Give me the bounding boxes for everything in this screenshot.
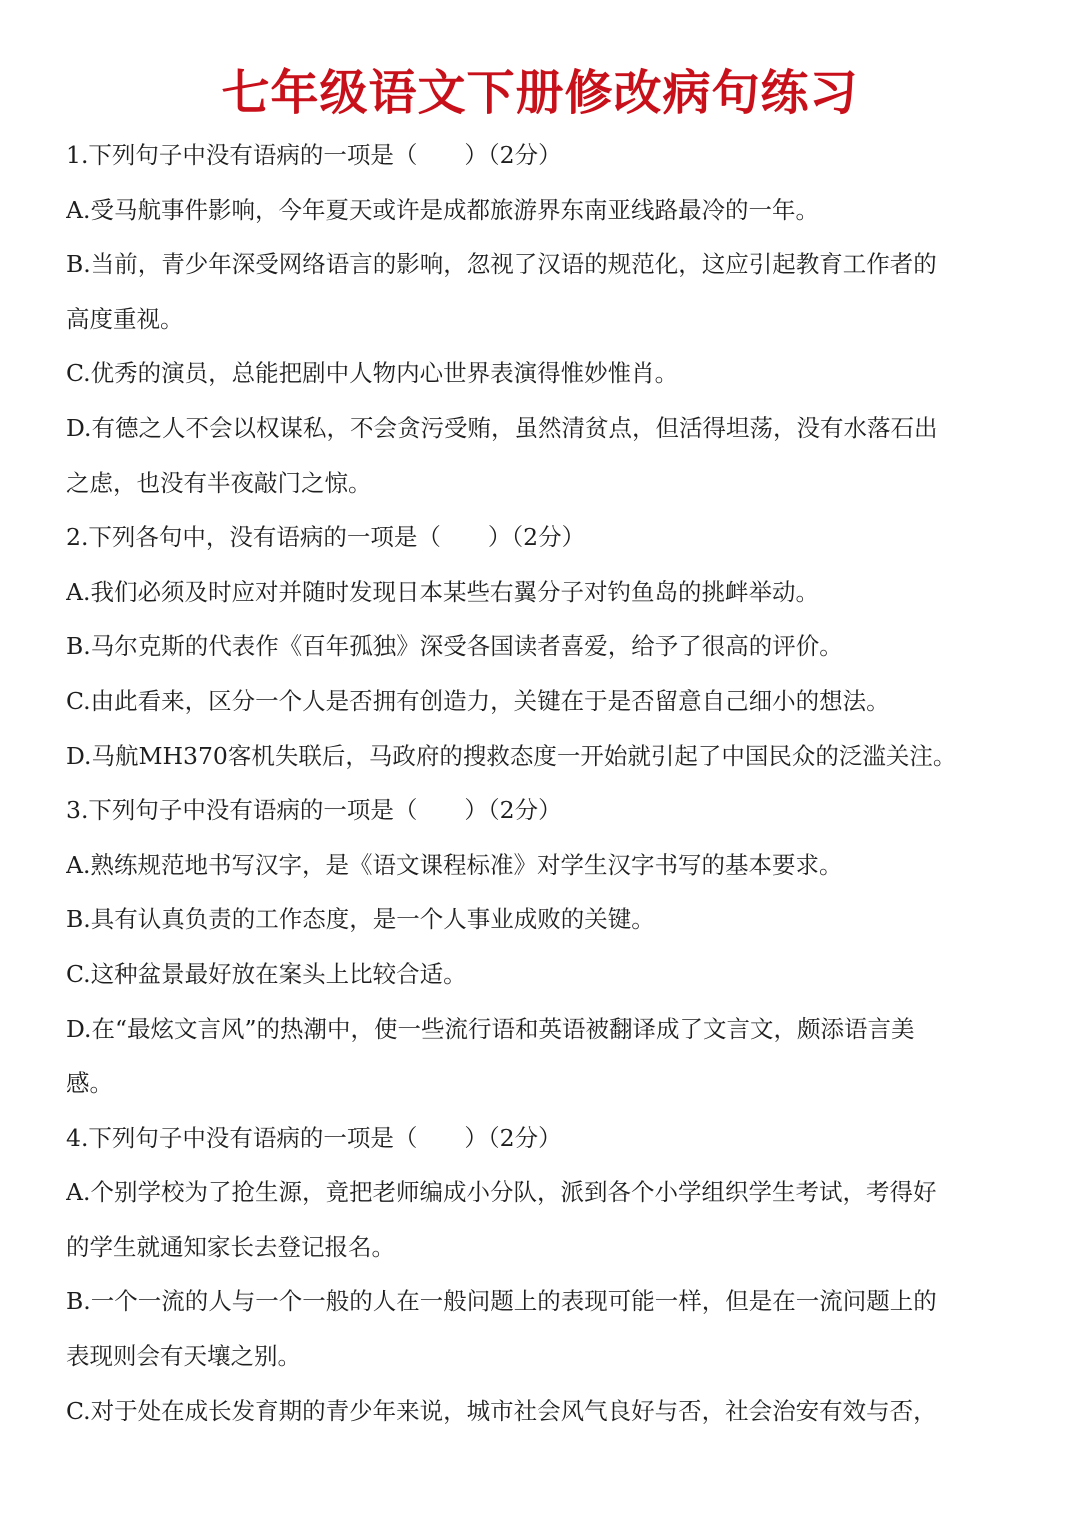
text-line: C.对于处在成长发育期的青少年来说，城市社会风气良好与否，社会治安有效与否， [66,1396,937,1425]
text-line: 高度重视。 [66,304,184,333]
text-line: 表现则会有天壤之别。 [66,1342,301,1371]
text-line: A.熟练规范地书写汉字，是《语文课程标准》对学生汉字书写的基本要求。 [66,850,843,879]
text-line: B.一个一流的人与一个一般的人在一般问题上的表现可能一样，但是在一流问题上的 [66,1287,937,1316]
text-line: 之虑，也没有半夜敲门之惊。 [66,468,372,497]
text-line: 4.下列句子中没有语病的一项是（ ）（2分） [66,1123,562,1152]
text-line: B.马尔克斯的代表作《百年孤独》深受各国读者喜爱，给予了很高的评价。 [66,632,843,661]
text-line: 1.下列句子中没有语病的一项是（ ）（2分） [66,141,562,169]
exercise-text [66,128,1016,1438]
text-line: C.由此看来，区分一个人是否拥有创造力，关键在于是否留意自己细小的想法。 [66,686,890,715]
text-line: 2.下列各句中，没有语病的一项是（ ）（2分） [66,523,586,552]
text-line: B.当前，青少年深受网络语言的影响，忽视了汉语的规范化，这应引起教育工作者的 [66,250,937,279]
text-line: 3.下列句子中没有语病的一项是（ ）（2分） [66,796,562,825]
text-line: D.马航MH370客机失联后，马政府的搜救态度一开始就引起了中国民众的泛滥关注。 [66,741,957,770]
text-line: C.优秀的演员，总能把剧中人物内心世界表演得惟妙惟肖。 [66,359,679,388]
page-title: 七年级语文下册修改病句练习 [221,65,859,121]
text-line: B.具有认真负责的工作态度，是一个人事业成败的关键。 [66,905,655,934]
text-line: A.个别学校为了抢生源，竟把老师编成小分队，派到各个小学组织学生考试，考得好 [66,1178,937,1207]
text-line: D.有德之人不会以权谋私，不会贪污受贿，虽然清贫点，但活得坦荡，没有水落石出 [66,413,938,442]
text-line: A.受马航事件影响，今年夏天或许是成都旅游界东南亚线路最冷的一年。 [66,195,819,224]
text-line: D.在“最炫文言风”的热潮中，使一些流行语和英语被翻译成了文言文，颇添语言美 [66,1014,915,1043]
text-line: A.我们必须及时应对并随时发现日本某些右翼分子对钓鱼岛的挑衅举动。 [66,577,819,606]
text-line: 的学生就通知家长去登记报名。 [66,1232,395,1261]
text-line: 感。 [66,1069,113,1098]
text-line: C.这种盆景最好放在案头上比较合适。 [66,959,467,988]
